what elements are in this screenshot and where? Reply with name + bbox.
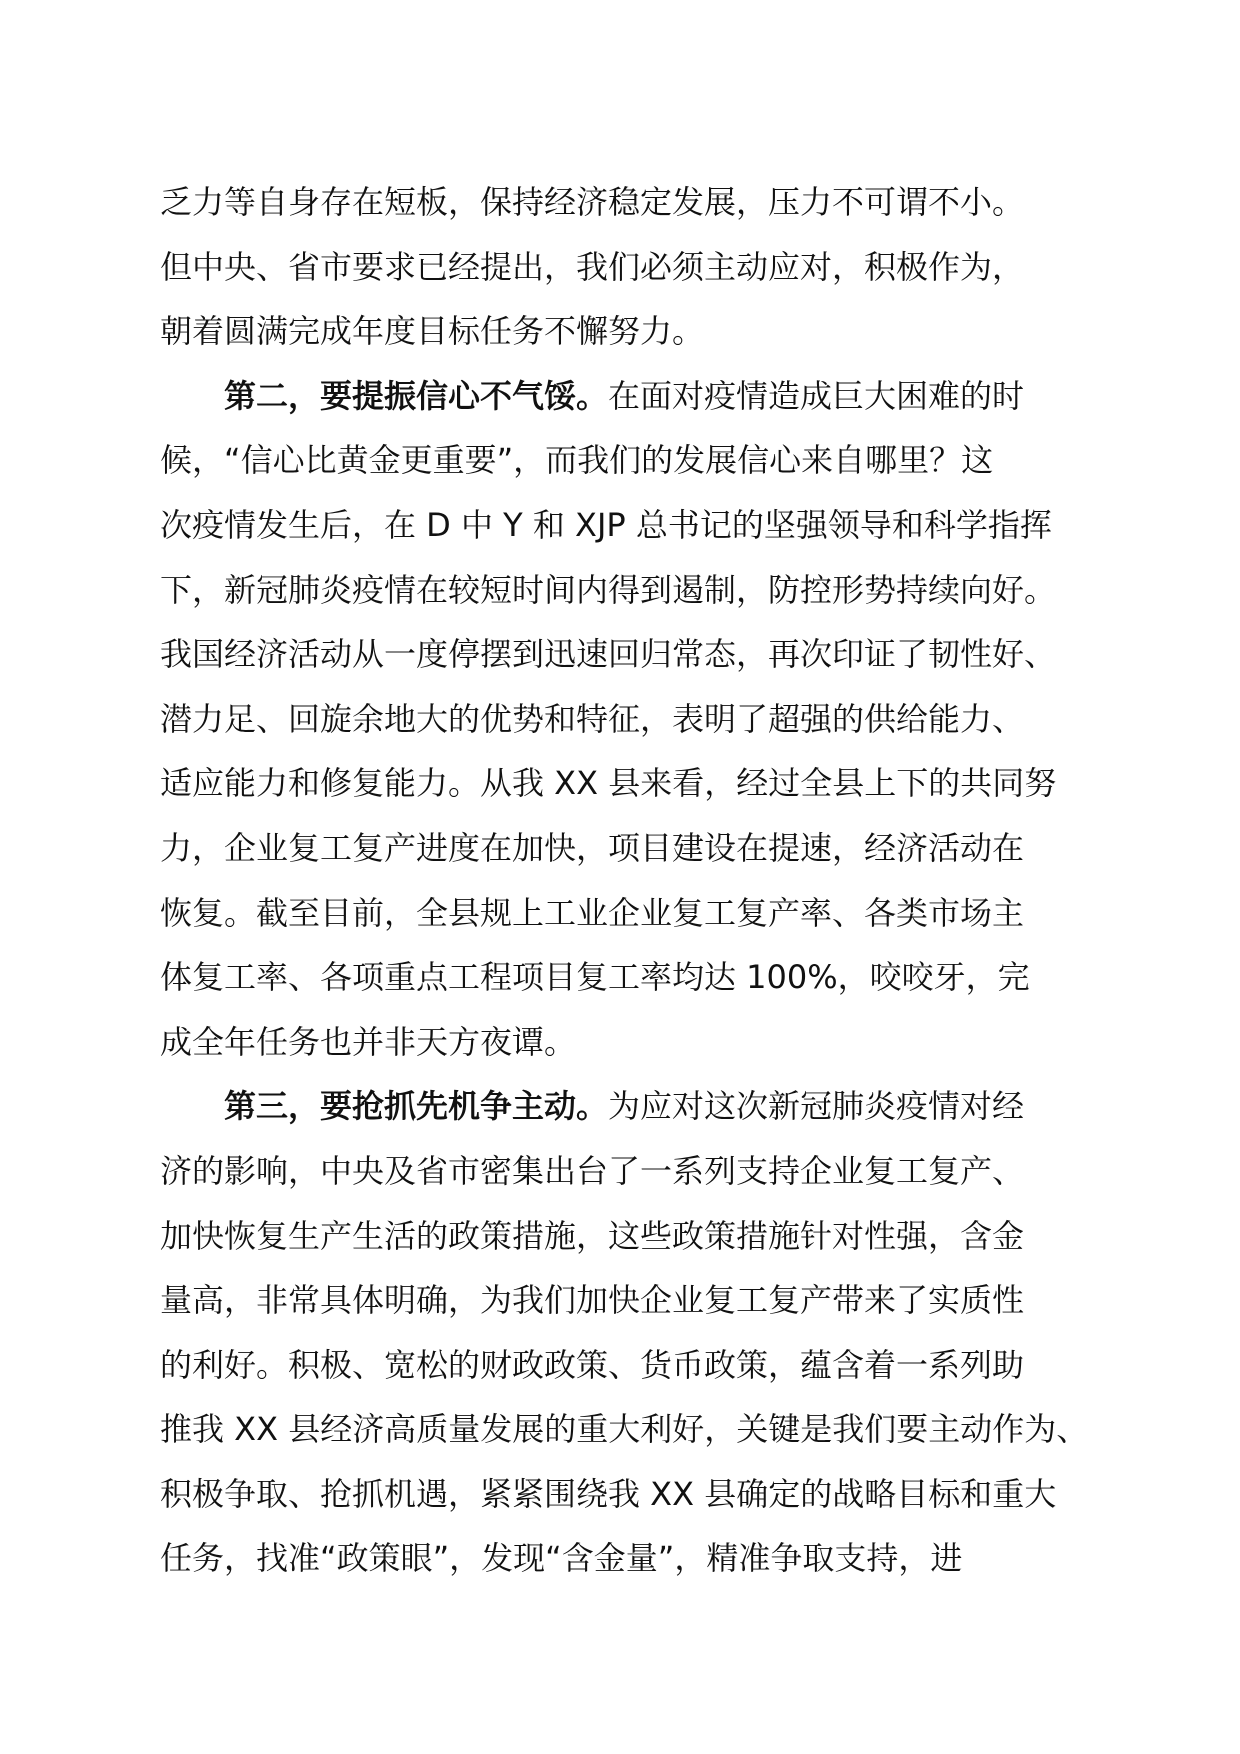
text-line: 适应能力和修复能力。从我 XX 县来看，经过全县上下的共同努 xyxy=(160,764,1057,803)
body-text xyxy=(160,170,1100,1591)
text-line xyxy=(160,1074,1100,1139)
text-line xyxy=(160,364,1100,429)
text-line: 济的影响，中央及省市密集出台了一系列支持企业复工复产、 xyxy=(160,1151,1025,1190)
text-line: 朝着圆满完成年度目标任务不懈努力。 xyxy=(160,312,705,351)
text-line: 下，新冠肺炎疫情在较短时间内得到遏制，防控形势持续向好。 xyxy=(160,570,1057,609)
text-line: 恢复。截至目前，全县规上工业企业复工复产率、各类市场主 xyxy=(160,893,1025,932)
text-line: 候，“信心比黄金更重要”，而我们的发展信心来自哪里？这 xyxy=(160,441,994,480)
paragraph-heading: 第三，要抢抓先机争主动。 xyxy=(224,1087,609,1126)
text-line: 量高，非常具体明确，为我们加快企业复工复产带来了实质性 xyxy=(160,1281,1025,1320)
text-line: 我国经济活动从一度停摆到迅速回归常态，再次印证了韧性好、 xyxy=(160,635,1057,674)
text-line: 成全年任务也并非天方夜谭。 xyxy=(160,1022,577,1061)
text-line: 力，企业复工复产进度在加快，项目建设在提速，经济活动在 xyxy=(160,828,1025,867)
text-line: 乏力等自身存在短板，保持经济稳定发展，压力不可谓不小。 xyxy=(160,183,1025,221)
text-run: 在面对疫情造成巨大困难的时 xyxy=(608,376,1025,415)
text-line: 加快恢复生产生活的政策措施，这些政策措施针对性强，含金 xyxy=(160,1216,1025,1255)
text-run: 为应对这次新冠肺炎疫情对经 xyxy=(608,1087,1025,1126)
text-line: 推我 XX 县经济高质量发展的重大利好，关键是我们要主动作为、 xyxy=(160,1410,1089,1449)
paragraph xyxy=(160,170,1100,364)
paragraph-heading: 第二，要提振信心不气馁。 xyxy=(224,376,609,415)
paragraph xyxy=(160,1074,1100,1591)
text-line: 次疫情发生后，在 D 中 Y 和 XJP 总书记的坚强领导和科学指挥 xyxy=(160,505,1052,544)
text-line: 的利好。积极、宽松的财政政策、货币政策，蕴含着一系列助 xyxy=(160,1345,1025,1384)
text-line: 任务，找准“政策眼”，发现“含金量”，精准争取支持，进 xyxy=(160,1539,963,1578)
text-line: 潜力足、回旋余地大的优势和特征，表明了超强的供给能力、 xyxy=(160,699,1025,738)
paragraph xyxy=(160,364,1100,1075)
text-line: 积极争取、抢抓机遇，紧紧围绕我 XX 县确定的战略目标和重大 xyxy=(160,1474,1057,1513)
text-line: 但中央、省市要求已经提出，我们必须主动应对，积极作为， xyxy=(160,247,1025,286)
text-line: 体复工率、各项重点工程项目复工率均达 100%，咬咬牙，完 xyxy=(160,958,1030,997)
